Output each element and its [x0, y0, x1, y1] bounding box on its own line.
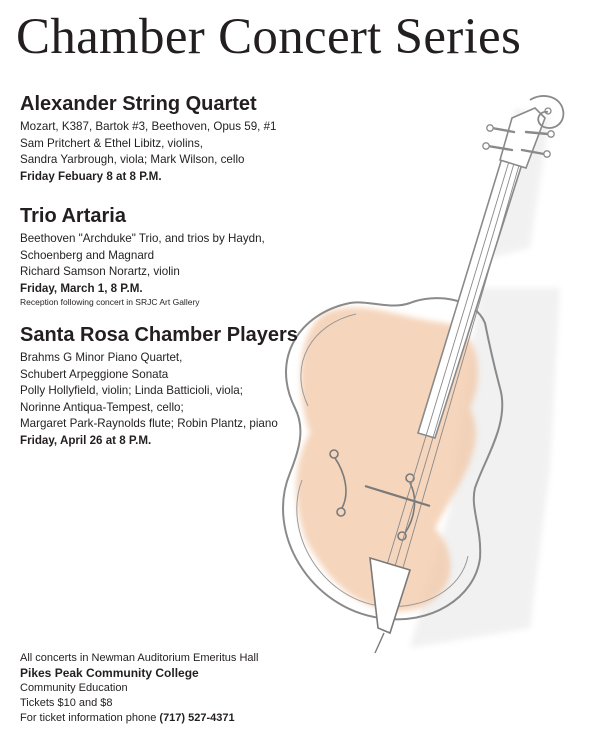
phone-line	[20, 711, 258, 726]
program-line: Mozart, K387, Bartok #3, Beethoven, Opus 59, #1	[20, 120, 277, 133]
program-line: Schubert Arpeggione Sonata	[20, 367, 169, 381]
concert-title: Santa Rosa Chamber Players	[20, 324, 298, 346]
tickets-line: Tickets $10 and $8	[20, 697, 113, 709]
reception-note: Reception following concert in SRJC Art Gallery	[20, 297, 200, 308]
performers-line: Richard Samson Norartz, violin	[20, 265, 180, 279]
performers-line: Sandra Yarbrough, viola; Mark Wilson, cello	[20, 153, 245, 167]
concert-alexander-string-quartet	[20, 93, 340, 185]
program-line: Beethoven "Archduke" Trio, and trios by Haydn,	[20, 232, 265, 245]
concert-title: Alexander String Quartet	[20, 93, 257, 115]
concert-date: Friday, March 1, 8 P.M.	[20, 281, 143, 295]
concert-date: Friday, April 26 at 8 P.M.	[20, 433, 152, 447]
department-line: Community Education	[20, 682, 128, 694]
program-line: Schoenberg and Magnard	[20, 248, 155, 262]
performers-line: Margaret Park-Raynolds flute; Robin Plantz, piano	[20, 417, 278, 431]
phone-label: For ticket information phone	[20, 712, 160, 724]
program-line: Brahms G Minor Piano Quartet,	[20, 351, 183, 364]
concert-title: Trio Artaria	[20, 205, 126, 227]
concert-santa-rosa-chamber-players	[20, 324, 340, 450]
college-name: Pikes Peak Community College	[20, 666, 199, 680]
footer-info	[20, 651, 258, 726]
phone-number: (717) 527-4371	[159, 712, 235, 724]
page-title: Chamber Concert Series	[16, 9, 522, 65]
performers-line: Norinne Antiqua-Tempest, cello;	[20, 400, 184, 414]
performers-line: Polly Hollyfield, violin; Linda Batticioli, viola;	[20, 384, 243, 398]
concert-trio-artaria	[20, 205, 340, 308]
performers-line: Sam Pritchert & Ethel Libitz, violins,	[20, 136, 203, 150]
concert-date: Friday Febuary 8 at 8 P.M.	[20, 169, 162, 183]
venue-line: All concerts in Newman Auditorium Emeritus Hall	[20, 652, 259, 664]
